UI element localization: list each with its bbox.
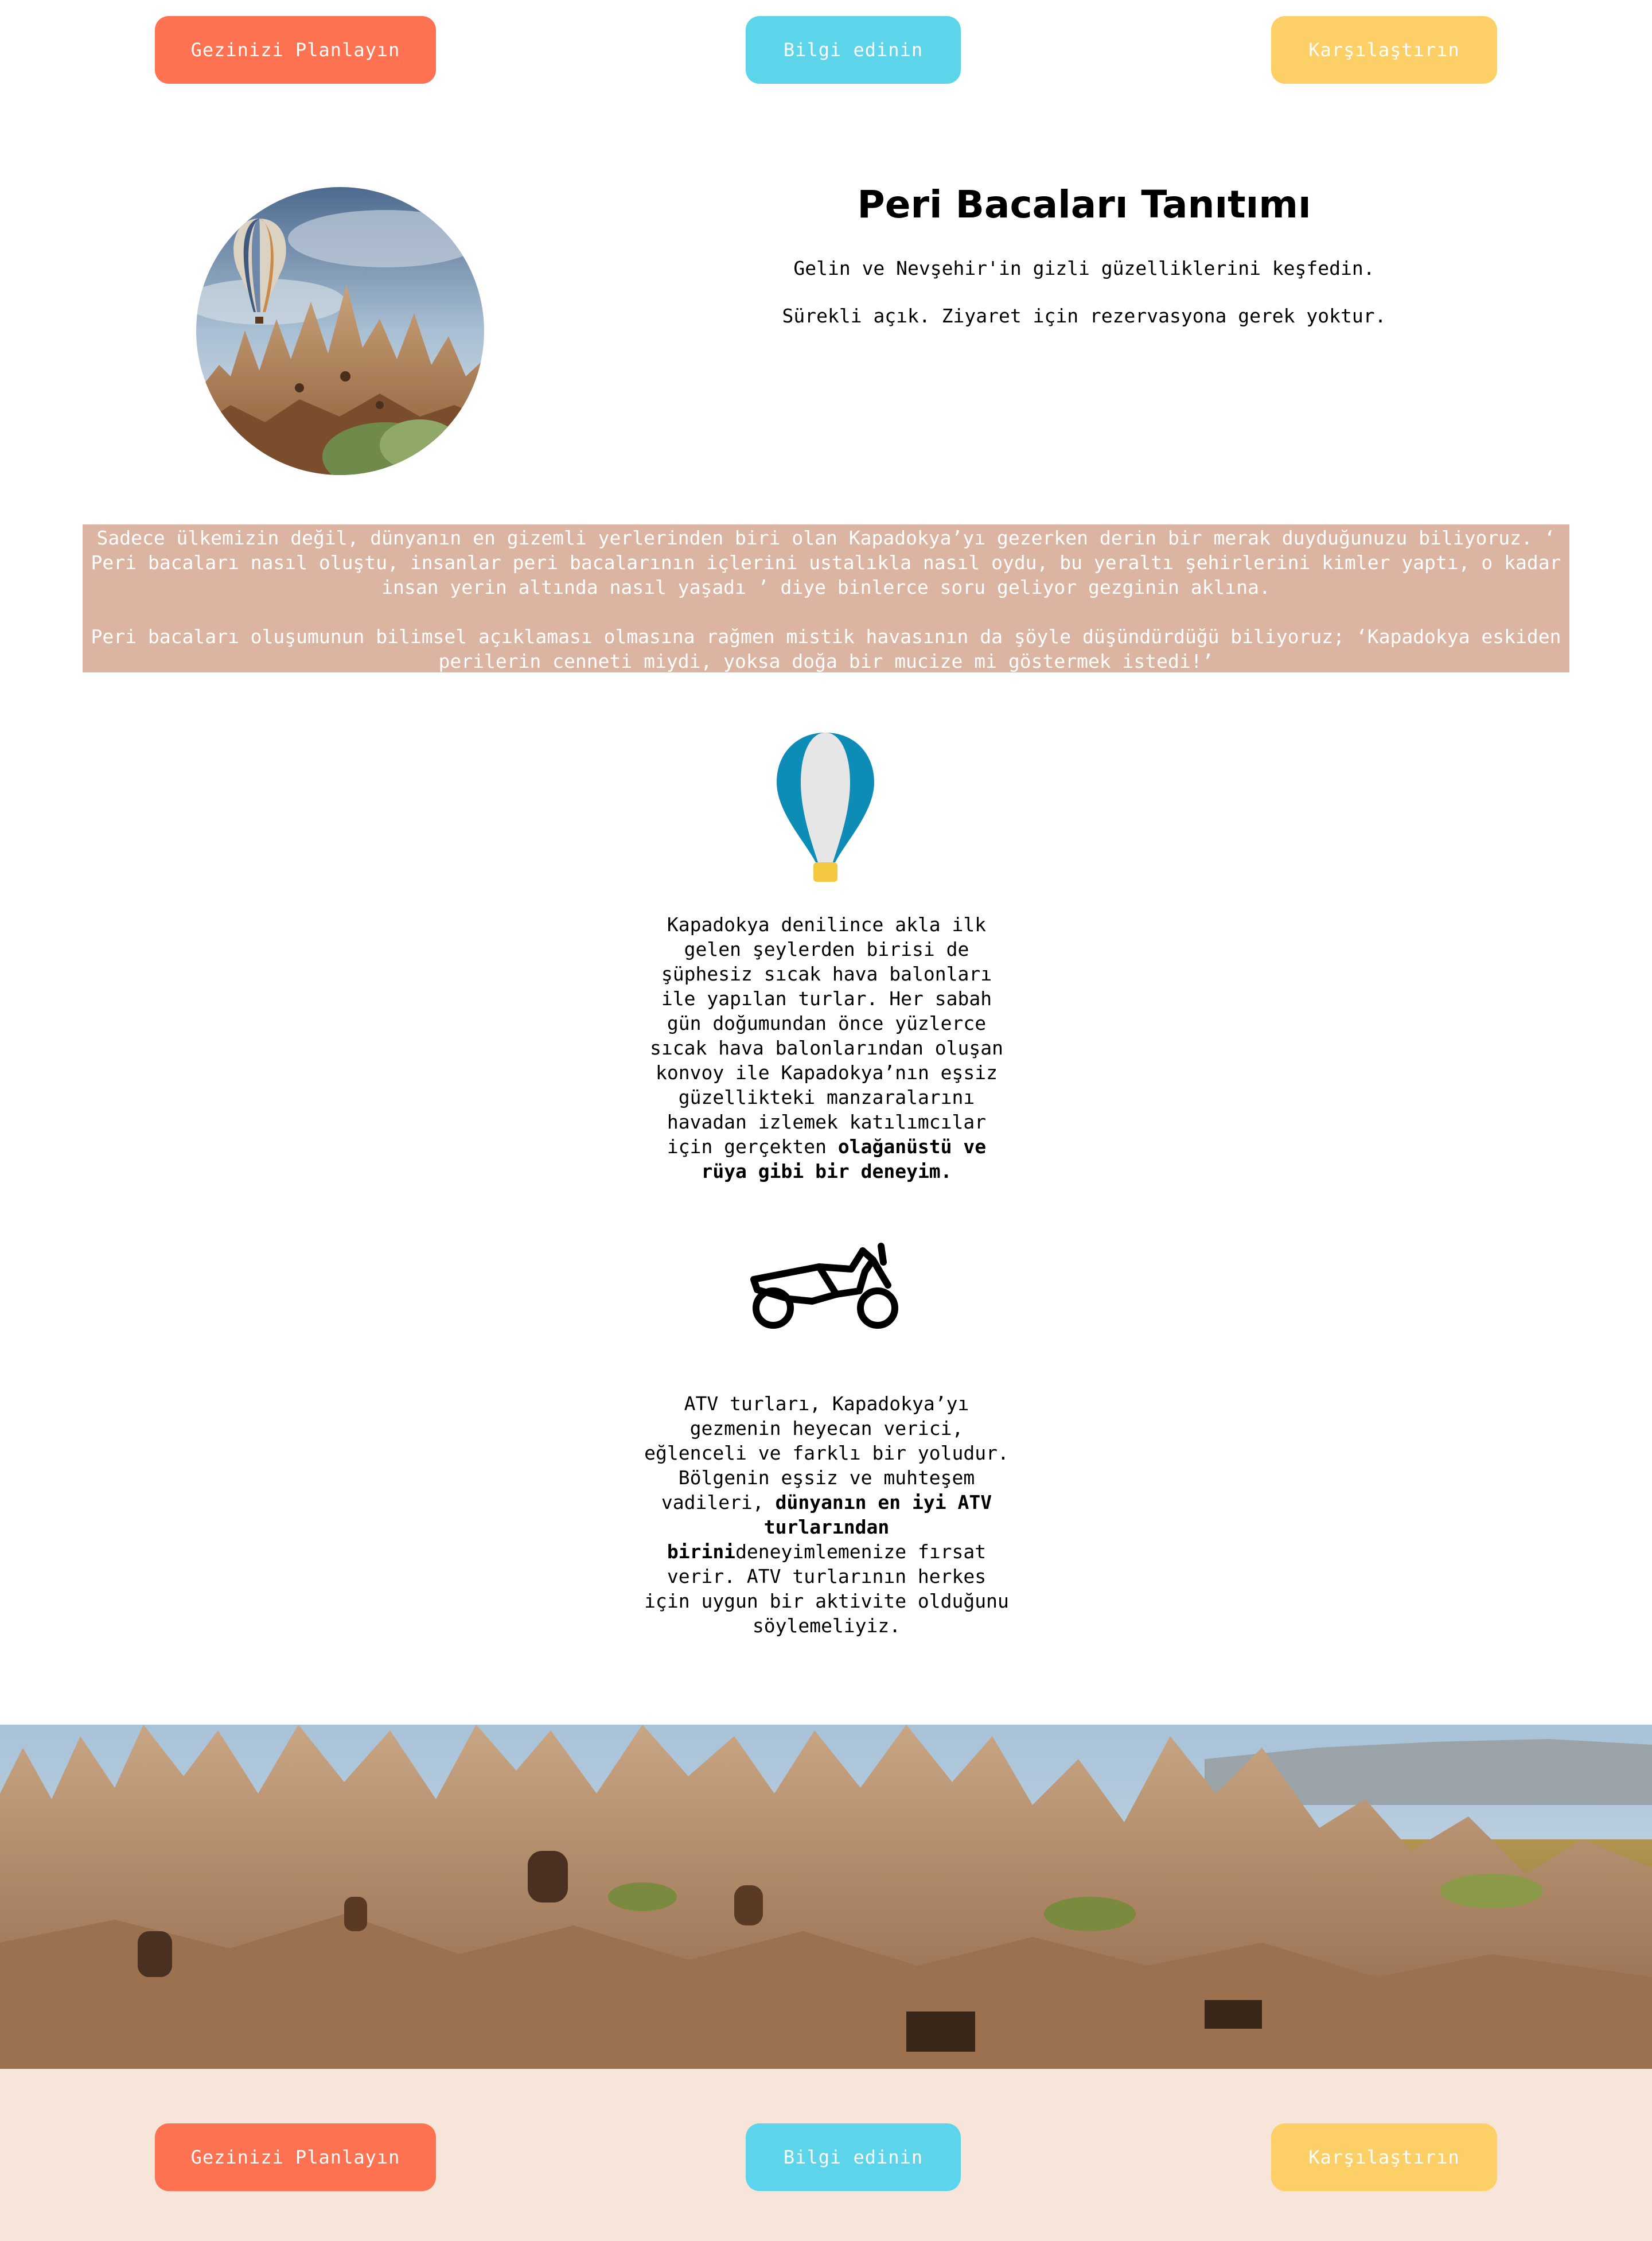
compare-button[interactable]: Karşılaştırın xyxy=(1271,16,1497,84)
fairy-chimneys-panorama xyxy=(0,1725,1652,2069)
top-nav xyxy=(0,16,1652,85)
plan-trip-button[interactable]: Gezinizi Planlayın xyxy=(155,16,436,84)
hero-subtitle: Gelin ve Nevşehir'in gizli güzelliklerini keşfedin. xyxy=(793,257,1375,279)
atv-emphasis: dünyanın en iyi ATV turlarından birini xyxy=(667,1491,992,1563)
hot-air-balloon-icon xyxy=(776,732,875,883)
hero-balloon-photo xyxy=(196,187,484,475)
page-title: Peri Bacaları Tanıtımı xyxy=(857,182,1311,227)
atv-description: ATV turları, Kapadokya’yı gezmenin heyecan verici, eğlenceli ve farklı bir yoludur. Bölgenin eşsiz ve muhteşem vadileri, dünyanın en iyi ATV turlarından birinideneyimlemenize fırsat verir. ATV turlarının herkes için uygun bir aktivite olduğunu söylemeliyiz. xyxy=(644,1392,1009,1637)
bottom-nav xyxy=(0,2123,1652,2192)
footer-compare-button[interactable]: Karşılaştırın xyxy=(1271,2123,1497,2191)
footer-plan-trip-button[interactable]: Gezinizi Planlayın xyxy=(155,2123,436,2191)
intro-paragraph-2: Peri bacaları oluşumunun bilimsel açıklaması olmasına rağmen mistik havasının da şöyle düşündürdüğü biliyoruz; ‘Kapadokya eskiden perilerin cenneti miydi, yoksa doğa bir mucize mi göstermek istedi!’ xyxy=(91,625,1561,672)
intro-paragraph-1: Sadece ülkemizin değil, dünyanın en gizemli yerlerinden biri olan Kapadokya’yı gezerken derin bir merak duyduğunuzu biliyoruz. ‘ Peri bacaları nasıl oluştu, insanlar peri bacalarının içlerini ustalıkla nasıl oydu, bu yeraltı şehirlerini kimler yaptı, o kadar insan yerin altında nasıl yaşadı ’ diye binlerce soru geliyor gezginin aklına. xyxy=(91,527,1561,598)
footer-get-info-button[interactable]: Bilgi edinin xyxy=(746,2123,961,2191)
balloon-description: Kapadokya denilince akla ilk gelen şeylerden birisi de şüphesiz sıcak hava balonları ile yapılan turlar. Her sabah gün doğumundan önce yüzlerce sıcak hava balonlarından oluşan konvoy ile Kapadokya’nın eşsiz güzellikteki manzaralarını havadan izlemek katılımcılar için gerçekten olağanüstü ve rüya gibi bir deneyim. xyxy=(650,913,1003,1182)
hero-note: Sürekli açık. Ziyaret için rezervasyona gerek yoktur. xyxy=(782,305,1386,327)
intro-section xyxy=(83,524,1569,672)
get-info-button[interactable]: Bilgi edinin xyxy=(746,16,961,84)
balloon-emphasis: olağanüstü ve rüya gibi bir deneyim. xyxy=(701,1135,987,1182)
atv-icon xyxy=(750,1239,902,1331)
